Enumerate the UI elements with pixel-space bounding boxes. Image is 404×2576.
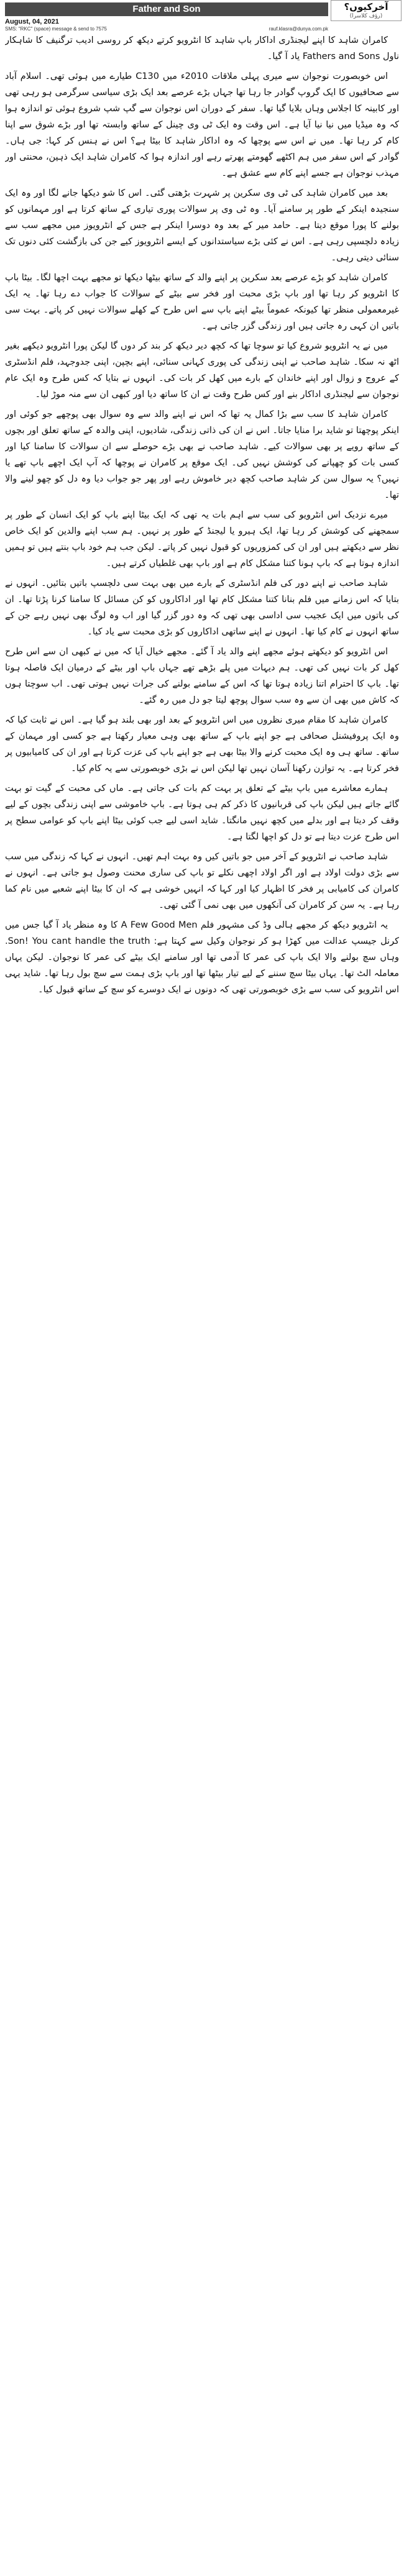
paragraph: شاہد صاحب نے اپنے دور کی فلم انڈسٹری کے بارے میں بھی بہت سی دلچسپ باتیں بتائیں۔ انہوں نے بتایا کہ اس زمانے میں فلم بنانا کتنا مشکل کام تھا اور اداکاروں کو کن مسائل کا سامنا کرنا پڑتا تھا۔ ان کی باتوں میں ایک عجیب سی اداسی بھی تھی کہ وہ دور گزر گیا اور اب وہ لوگ بھی نہیں رہے جن کے ساتھ انہوں نے کام کیا تھا۔ انہوں نے اپنے ساتھی اداکاروں کو بڑی محبت سے یاد کیا۔	[5, 578, 399, 637]
paragraph: کامران شاہد کا اپنے لیجنڈری اداکار باپ شاہد کا انٹرویو کرتے دیکھ کر روسی ادیب ترگنیف کا شاہکار ناول Fathers and Sons یاد آ گیا۔	[5, 35, 399, 62]
author-email: rauf.klasra@dunya.com.pk	[269, 26, 328, 32]
column-logo	[331, 0, 402, 21]
publish-date: August, 04, 2021	[5, 18, 59, 25]
paragraph: اس خوبصورت نوجوان سے میری پہلی ملاقات 2010ء میں C130 طیارے میں ہوئی تھی۔ اسلام آباد سے صحافیوں کا ایک گروپ گوادر جا رہا تھا جہاں بڑے عرصے بعد ایک بڑی سیاسی سرگرمی ہو رہی تھی اور کابینہ کا اجلاس وہاں بلایا گیا تھا۔ سفر کے دوران اس نوجوان سے گپ شپ شروع ہوئی تو اندازہ ہوا کہ وہ میڈیا میں نیا نیا آیا ہے۔ اس وقت وہ ایک ٹی وی چینل کے ساتھ وابستہ تھا اور بڑے شوق سے اپنا کام کر رہا تھا۔ میں نے اس سے پوچھا کہ وہ اداکار شاہد کا بیٹا ہے؟ اس نے ہنس کر کہا: جی ہاں۔ گوادر کے اس سفر میں ہم اکٹھے گھومتے پھرتے رہے اور اندازہ ہوا کہ کامران شاہد ایک ذہین، محنتی اور مہذب نوجوان ہے جسے اپنے کام سے عشق ہے۔	[5, 71, 399, 178]
paragraph: بعد میں کامران شاہد کی ٹی وی سکرین پر شہرت بڑھتی گئی۔ اس کا شو دیکھا جانے لگا اور وہ ایک سنجیدہ اینکر کے طور پر سامنے آیا۔ وہ ٹی وی پر سوالات پوری تیاری کے ساتھ کرتا ہے اور مہمانوں کو بولنے کا پورا موقع دیتا ہے۔ حامد میر کے بعد وہ دوسرا اینکر ہے جس کے انٹرویوز میں مجھے سب سے زیادہ دلچسپی رہی ہے۔ اس نے کئی بڑے سیاستدانوں کے ایسے انٹرویوز کیے جن کی بازگشت کئی دنوں تک سنائی دیتی رہی۔	[5, 188, 399, 263]
paragraph: میں نے یہ انٹرویو شروع کیا تو سوچا تھا کہ کچھ دیر دیکھ کر بند کر دوں گا لیکن پورا انٹرویو دیکھے بغیر اٹھ نہ سکا۔ شاہد صاحب نے اپنی زندگی کی پوری کہانی سنائی، اپنے بچپن، اپنی جدوجہد، فلم انڈسٹری کے عروج و زوال اور اپنے خاندان کے بارے میں کھل کر بات کی۔ انہوں نے بتایا کہ کس طرح وہ ایک عام نوجوان سے لیجنڈری اداکار بنے اور کس طرح وقت نے ان کا ساتھ دیا اور کبھی ان سے منہ موڑ لیا۔	[5, 341, 399, 400]
paragraph: ہمارے معاشرے میں باپ بیٹے کے تعلق پر بہت کم بات کی جاتی ہے۔ ماں کی محبت کے گیت تو بہت گائے جاتے ہیں لیکن باپ کی قربانیوں کا ذکر کم ہی ہوتا ہے۔ باپ خاموشی سے اپنی زندگی بچوں کے لیے وقف کر دیتا ہے اور بدلے میں کچھ نہیں مانگتا۔ شاید اسی لیے جب کوئی بیٹا اپنے باپ کو عوامی سطح پر اس طرح عزت دیتا ہے تو دل کو اچھا لگتا ہے۔	[5, 783, 399, 842]
paragraph: کامران شاہد کا مقام میری نظروں میں اس انٹرویو کے بعد اور بھی بلند ہو گیا ہے۔ اس نے ثابت کیا کہ وہ ایک پروفیشنل صحافی ہے جو اپنے باپ کے ساتھ بھی وہی معیار رکھتا ہے جو کسی اور مہمان کے ساتھ۔ ساتھ ہی وہ ایک محبت کرنے والا بیٹا بھی ہے جو اپنے باپ کی عزت کرتا ہے اور ان کی کامیابیوں پر فخر کرتا ہے۔ یہ توازن رکھنا آسان نہیں تھا لیکن اس نے بڑی خوبصورتی سے یہ کام کیا۔	[5, 715, 399, 774]
paragraph: اس انٹرویو کو دیکھتے ہوئے مجھے اپنے والد یاد آ گئے۔ مجھے خیال آیا کہ میں نے کبھی ان سے اس طرح کھل کر بات نہیں کی تھی۔ ہم دیہات میں پلے بڑھے تھے جہاں باپ اور بیٹے کے درمیان ایک فاصلہ ہوتا تھا۔ باپ کا احترام اتنا زیادہ ہوتا تھا کہ اس کے سامنے بولنے کی جرات نہیں ہوتی تھی۔ اب سوچتا ہوں کہ کاش میں بھی ان سے وہ سب سوال پوچھ لیتا جو دل میں رہ گئے۔	[5, 647, 399, 705]
column-title: Father and Son	[5, 2, 328, 16]
sms-instructions: SMS: "RKC" (space) message & send to 7575	[5, 26, 107, 32]
column-meta	[5, 17, 328, 32]
paragraph: شاہد صاحب نے انٹرویو کے آخر میں جو باتیں کیں وہ بہت اہم تھیں۔ انہوں نے کہا کہ زندگی میں سب سے بڑی دولت اولاد ہے اور اگر اولاد اچھی نکلے تو باپ کی ساری محنت وصول ہو جاتی ہے۔ انہوں نے کامران کی کامیابی پر فخر کا اظہار کیا اور کہا کہ انہیں خوشی ہے کہ ان کا بیٹا اپنے شعبے میں نام کما رہا ہے۔ یہ سن کر کامران کی آنکھوں میں بھی نمی آ گئی تھی۔	[5, 852, 399, 910]
paragraph: میرے نزدیک اس انٹرویو کی سب سے اہم بات یہ تھی کہ ایک بیٹا اپنے باپ کو ایک انسان کے طور پر سمجھنے کی کوشش کر رہا تھا، ایک ہیرو یا لیجنڈ کے طور پر نہیں۔ ہم سب اپنے والدین کو ایک خاص نظر سے دیکھتے ہیں اور ان کی کمزوریوں کو قبول نہیں کر پاتے۔ لیکن جب ہم خود باپ بنتے ہیں تو ہمیں اندازہ ہوتا ہے کہ باپ ہونا کتنا مشکل کام ہے اور باپ بھی غلطیاں کرتے ہیں۔	[5, 510, 399, 569]
paragraph: کامران شاہد کا سب سے بڑا کمال یہ تھا کہ اس نے اپنے والد سے وہ سوال بھی پوچھے جو کوئی اور اینکر پوچھتا تو شاید برا منایا جاتا۔ اس نے ان کی ذاتی زندگی، شادیوں، اپنی والدہ کے ساتھ تعلق اور بچوں کے ساتھ رویے پر بھی سوالات کیے۔ شاہد صاحب نے بھی بڑے حوصلے سے ان سوالات کا سامنا کیا اور کسی بات کو چھپانے کی کوشش نہیں کی۔ ایک موقع پر کامران نے پوچھا کہ آپ ایک اچھے باپ تھے یا نہیں؟ یہ سوال سن کر شاہد صاحب کچھ دیر خاموش رہے اور پھر جو جواب دیا وہ دل کو چھو لینے والا تھا۔	[5, 409, 399, 500]
paragraph: کامران شاہد کو بڑے عرصے بعد سکرین پر اپنے والد کے ساتھ بیٹھا دیکھا تو مجھے بہت اچھا لگا۔ بیٹا باپ کا انٹرویو کر رہا تھا اور باپ بڑی محبت اور فخر سے بیٹے کے سوالات کا جواب دے رہا تھا۔ یہ ایک غیرمعمولی منظر تھا کیونکہ عموماً بیٹے اپنے باپ سے اس طرح کے کھلے سوالات نہیں کر پاتے۔ بہت سی باتیں ان کہی رہ جاتی ہیں اور زندگی گزر جاتی ہے۔	[5, 273, 399, 331]
paragraph: یہ انٹرویو دیکھ کر مجھے ہالی وڈ کی مشہور فلم A Few Good Men کا وہ منظر یاد آ گیا جس میں کرنل جیسپ عدالت میں کھڑا ہو کر نوجوان وکیل سے کہتا ہے: Son! You cant handle the truth. وہاں سچ بولنے والا ایک باپ کی عمر کا آدمی تھا اور سامنے ایک بیٹے کی عمر کا نوجوان۔ لیکن یہاں معاملہ الٹ تھا۔ یہاں بیٹا سچ سننے کے لیے تیار بیٹھا تھا اور باپ بڑی ہمت سے سچ بول رہا تھا۔ شاید یہی اس انٹرویو کی سب سے بڑی خوبصورتی تھی کہ دونوں نے ایک دوسرے کو سچ کے ساتھ قبول کیا۔	[5, 920, 399, 995]
column-author-name: (رؤف کلاسرا)	[349, 13, 383, 19]
article-body	[5, 32, 399, 2571]
column-logo-text: آخرکیوں؟	[344, 1, 388, 12]
column-header	[0, 0, 404, 30]
